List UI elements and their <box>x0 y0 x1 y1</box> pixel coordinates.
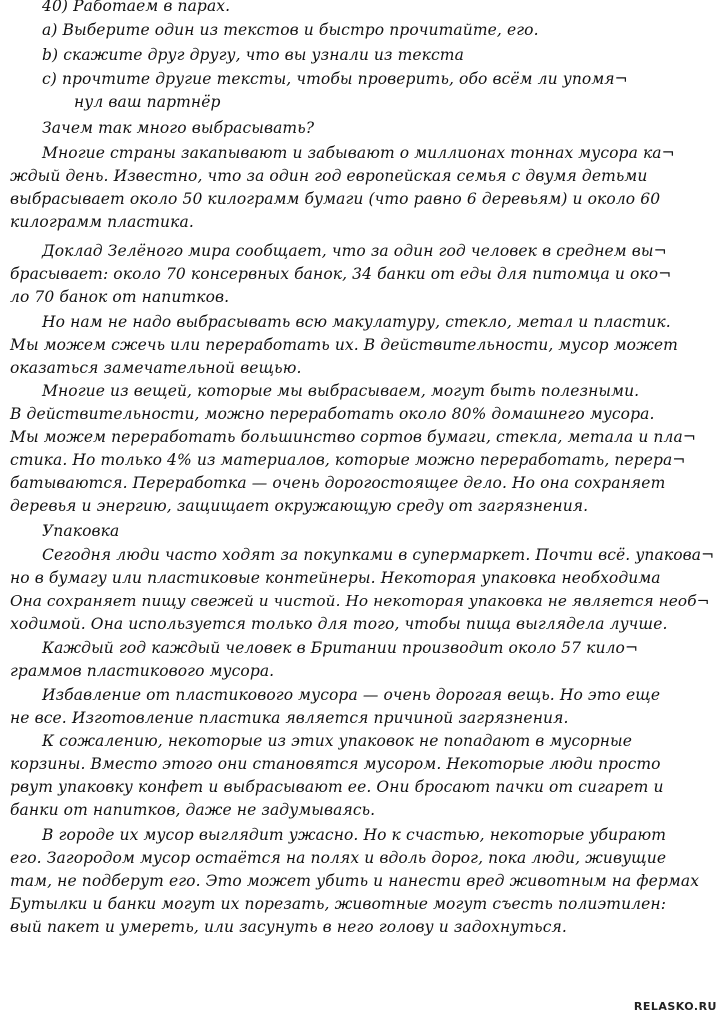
task-b: b) скажите друг другу, что вы узнали из текста <box>42 46 464 64</box>
task-c-continued: нул ваш партнёр <box>74 93 221 111</box>
exercise-heading: 40) Работаем в парах. <box>42 0 231 15</box>
paragraph-line: Она сохраняет пищу свежей и чистой. Но некоторая упаковка не является необ¬ <box>10 592 710 610</box>
paragraph-line: брасывает: около 70 консервных банок, 34 банки от еды для питомца и око¬ <box>10 265 672 283</box>
section-heading-waste: Зачем так много выбрасывать? <box>42 119 315 137</box>
paragraph-line: граммов пластикового мусора. <box>10 662 275 680</box>
paragraph-line: К сожалению, некоторые из этих упаковок не попадают в мусорные <box>42 732 633 750</box>
paragraph-line: Избавление от пластикового мусора — очень дорогая вещь. Но это еще <box>42 686 661 704</box>
paragraph-line: рвут упаковку конфет и выбрасывают ее. Они бросают пачки от сигарет и <box>10 778 664 796</box>
paragraph-line: оказаться замечательной вещью. <box>10 359 302 377</box>
paragraph-line: выбрасывает около 50 килограмм бумаги (что равно 6 деревьям) и около 60 <box>10 190 661 208</box>
paragraph-line: деревья и энергию, защищает окружающую среду от загрязнения. <box>10 497 589 515</box>
paragraph-line: но в бумагу или пластиковые контейнеры. Некоторая упаковка необходима <box>10 569 661 587</box>
section-heading-packaging: Упаковка <box>42 522 120 540</box>
paragraph-line: ждый день. Известно, что за один год европейская семья с двумя детьми <box>10 167 648 185</box>
paragraph-line: банки от напитков, даже не задумываясь. <box>10 801 376 819</box>
paragraph-line: Сегодня люди часто ходят за покупками в супермаркет. Почти всё. упакова¬ <box>42 546 715 564</box>
paragraph-line: Доклад Зелёного мира сообщает, что за один год человек в среднем вы¬ <box>42 242 667 260</box>
task-c: c) прочтите другие тексты, чтобы проверить, обо всём ли упомя¬ <box>42 70 628 88</box>
paragraph-line: Многие из вещей, которые мы выбрасываем, могут быть полезными. <box>42 382 640 400</box>
paragraph-line: ло 70 банок от напитков. <box>10 288 230 306</box>
site-watermark: RELASKO.RU <box>633 1000 717 1013</box>
paragraph-line: Многие страны закапывают и забывают о миллионах тоннах мусора ка¬ <box>42 144 675 162</box>
paragraph-line: не все. Изготовление пластика является причиной загрязнения. <box>10 709 569 727</box>
paragraph-line: В городе их мусор выглядит ужасно. Но к счастью, некоторые убирают <box>42 826 667 844</box>
paragraph-line: корзины. Вместо этого они становятся мусором. Некоторые люди просто <box>10 755 661 773</box>
paragraph-line: Но нам не надо выбрасывать всю макулатуру, стекло, метал и пластик. <box>42 313 671 331</box>
paragraph-line: ходимой. Она используется только для того, чтобы пища выглядела лучше. <box>10 615 668 633</box>
paragraph-line: Мы можем сжечь или переработать их. В действительности, мусор может <box>10 336 678 354</box>
paragraph-line: килограмм пластика. <box>10 213 194 231</box>
task-a: a) Выберите один из текстов и быстро прочитайте, его. <box>42 21 539 39</box>
paragraph-line: Мы можем переработать большинство сортов бумаги, стекла, метала и пла¬ <box>10 428 696 446</box>
paragraph-line: В действительности, можно переработать около 80% домашнего мусора. <box>10 405 655 423</box>
paragraph-line: вый пакет и умереть, или засунуть в него голову и задохнуться. <box>10 918 567 936</box>
paragraph-line: Каждый год каждый человек в Британии производит около 57 кило¬ <box>42 639 639 657</box>
paragraph-line: его. Загородом мусор остаётся на полях и вдоль дорог, пока люди, живущие <box>10 849 667 867</box>
paragraph-line: Бутылки и банки могут их порезать, животные могут съесть полиэтилен: <box>10 895 667 913</box>
paragraph-line: стика. Но только 4% из материалов, которые можно переработать, перера¬ <box>10 451 686 469</box>
paragraph-line: там, не подберут его. Это может убить и нанести вред животным на фермах <box>10 872 700 890</box>
paragraph-line: батываются. Переработка — очень дорогостоящее дело. Но она сохраняет <box>10 474 666 492</box>
